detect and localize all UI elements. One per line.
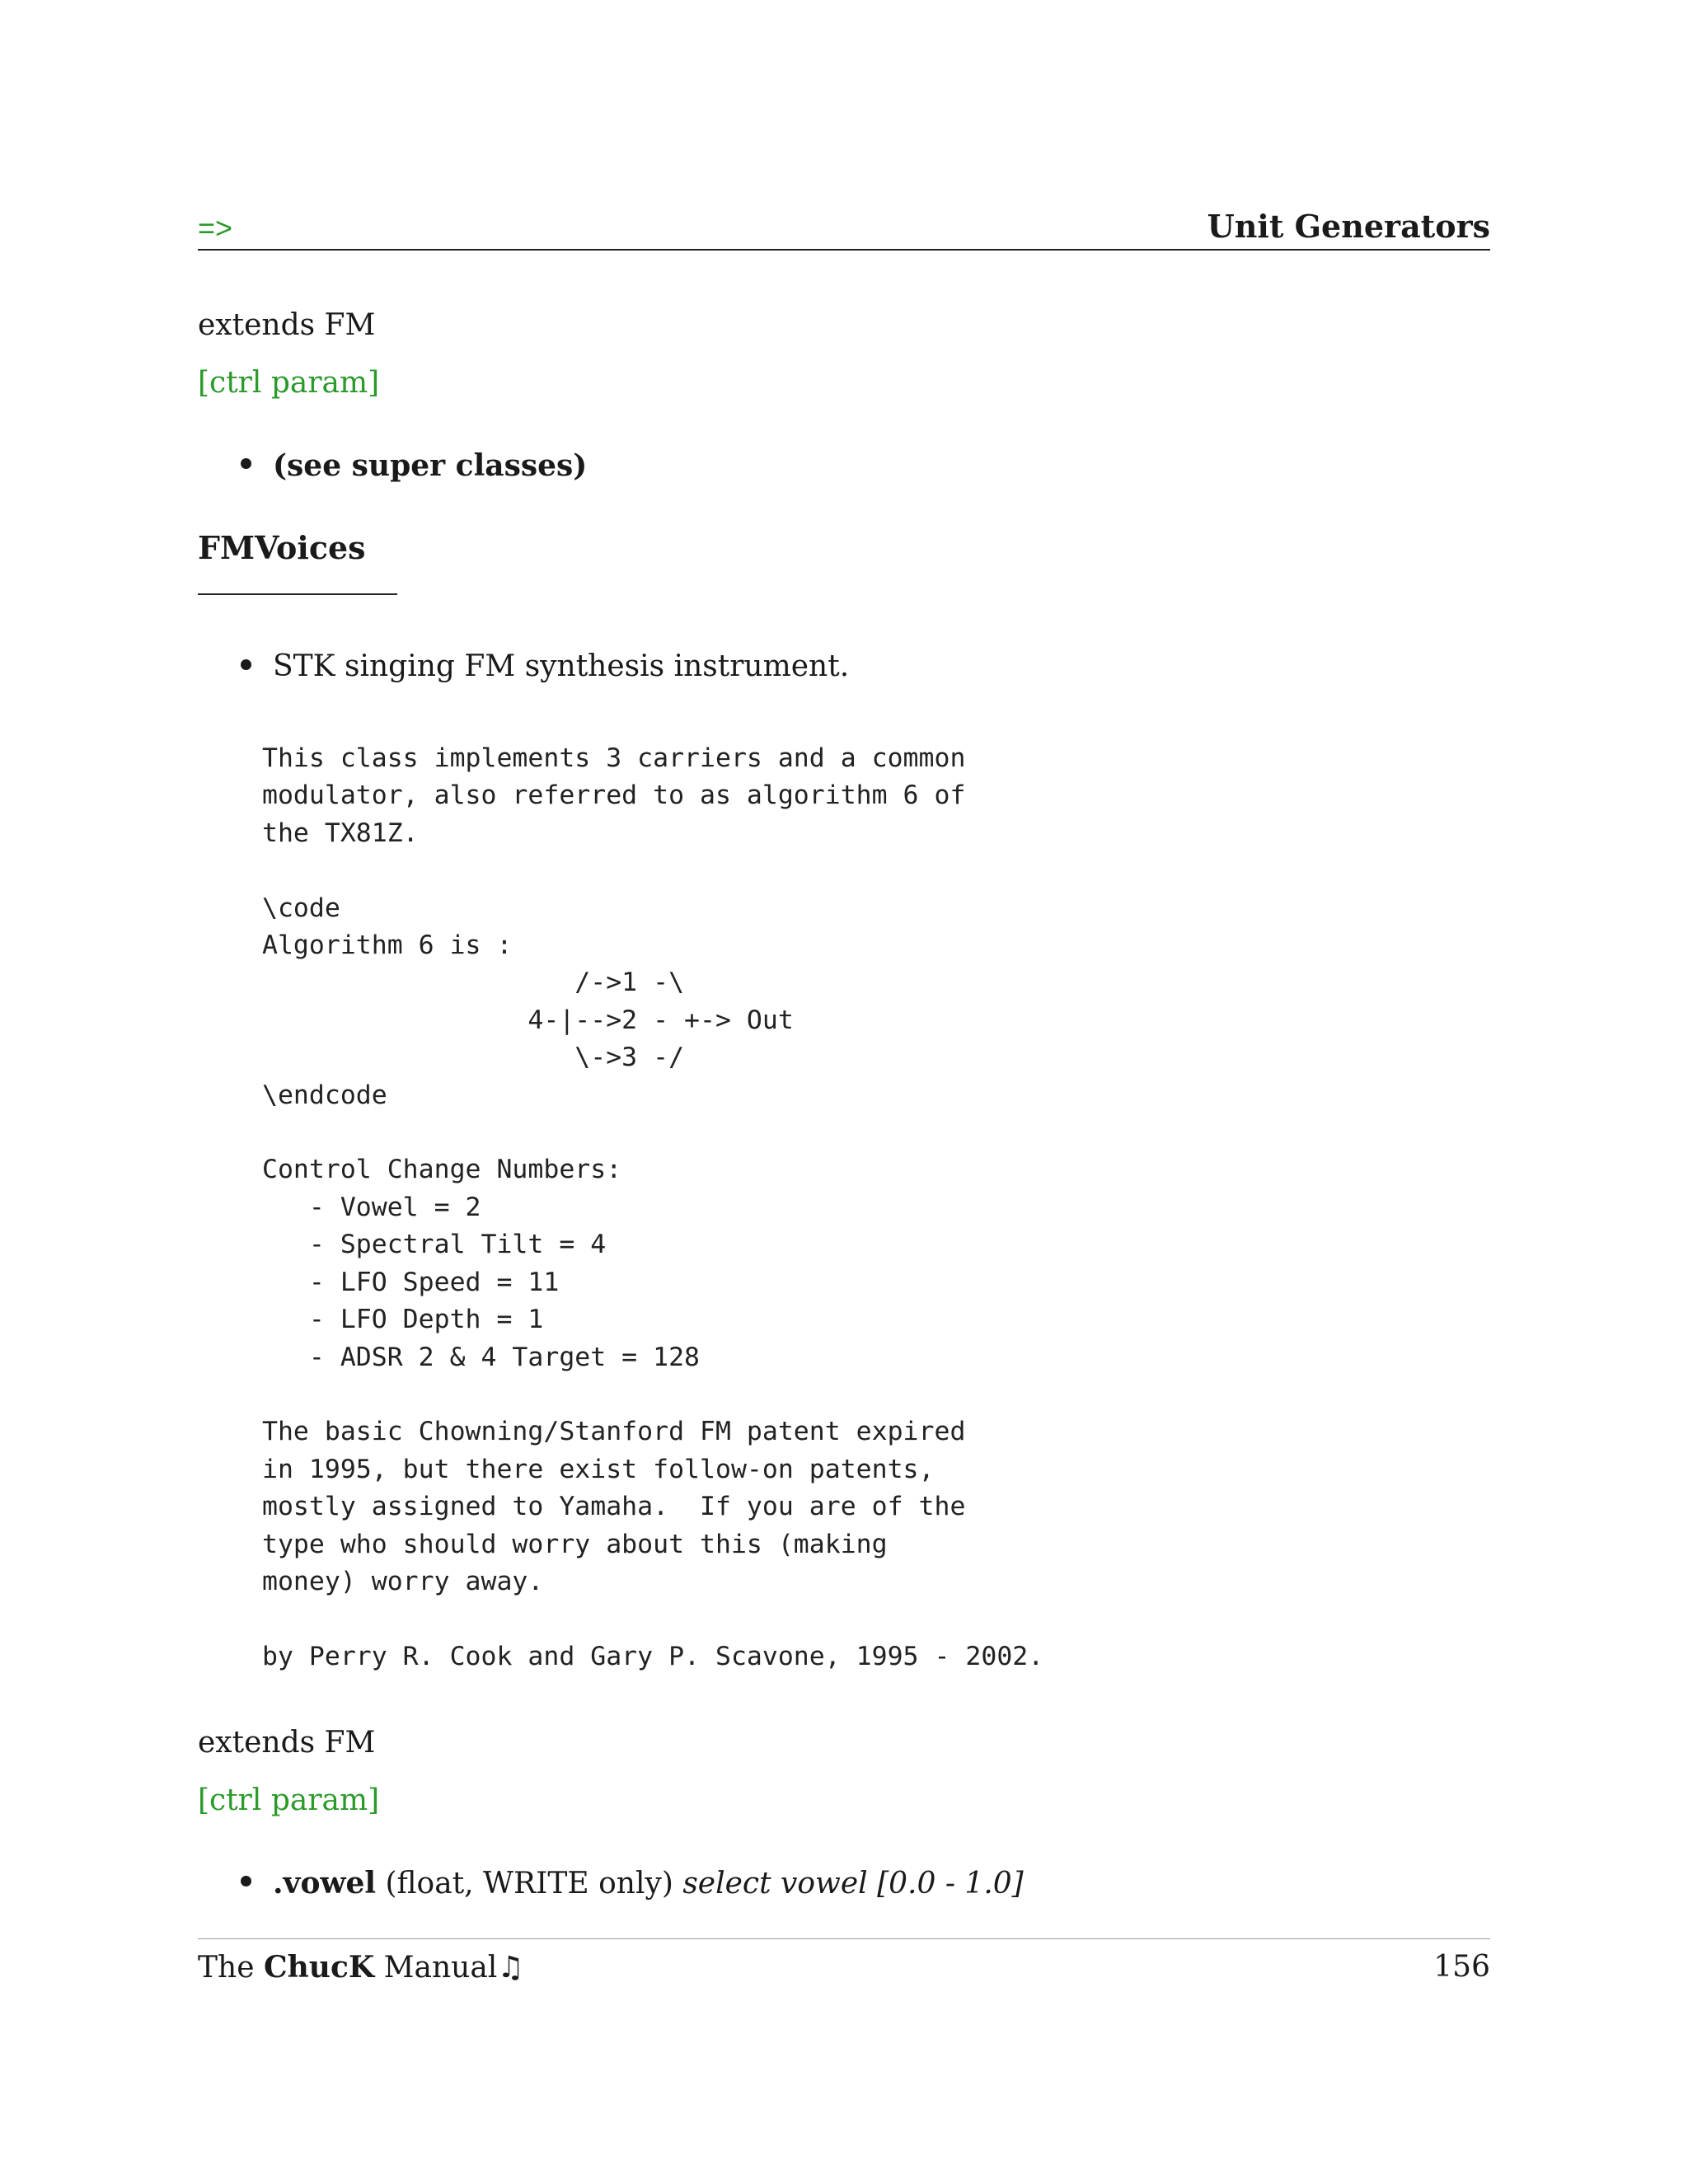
heading-divider	[198, 593, 397, 595]
class-description-code: This class implements 3 carriers and a common modulator, also referred to as algorithm 6 of the TX81Z. \code Algorithm 6 is : /->1 -\ 4-|-->2 - +-> Out \->3 -/ \endcode Control Change Numbers: - Vowel = 2 - Spectral Tilt = 4 - LFO Speed = 11 - LFO Depth = 1 - ADSR 2 & 4 Target = 128 The basic Chowning/Stanford FM patent expired in 1995, but there exist follow-on patents, mostly assigned to Yamaha. If you are of the type who should worry about this (making money) worry away. by Perry R. Cook and Gary P. Scavone, 1995 - 2002.	[262, 743, 1044, 1671]
bullet-icon	[241, 659, 251, 670]
section-title: Unit Generators	[1207, 208, 1490, 245]
extends-text: extends FM	[198, 1726, 376, 1760]
ctrl-param-link[interactable]: [ctrl param]	[198, 366, 380, 400]
class-summary: STK singing FM synthesis instrument.	[273, 649, 850, 683]
footer-divider	[198, 1938, 1490, 1939]
nav-arrow[interactable]: =>	[198, 211, 233, 245]
music-note-icon: ♫	[497, 1951, 524, 1985]
super-classes-text: (see super classes)	[273, 448, 588, 483]
ctrl-param-link[interactable]: [ctrl param]	[198, 1783, 380, 1817]
page-number: 156	[1433, 1950, 1490, 1984]
footer-suffix: Manual	[383, 1951, 498, 1985]
footer-brand: ChucK	[263, 1950, 375, 1985]
class-heading: FMVoices	[198, 529, 366, 566]
extends-text: extends FM	[198, 308, 376, 342]
bullet-icon	[241, 458, 251, 469]
bullet-icon	[241, 1876, 251, 1886]
param-name: .vowel	[273, 1866, 377, 1900]
page-header	[198, 201, 1490, 251]
param-entry	[273, 1866, 1024, 1900]
param-type: (float, WRITE only)	[385, 1867, 673, 1900]
footer-prefix: The	[198, 1951, 255, 1985]
param-description: select vowel [0.0 - 1.0]	[682, 1867, 1024, 1900]
footer-title	[198, 1950, 524, 1985]
